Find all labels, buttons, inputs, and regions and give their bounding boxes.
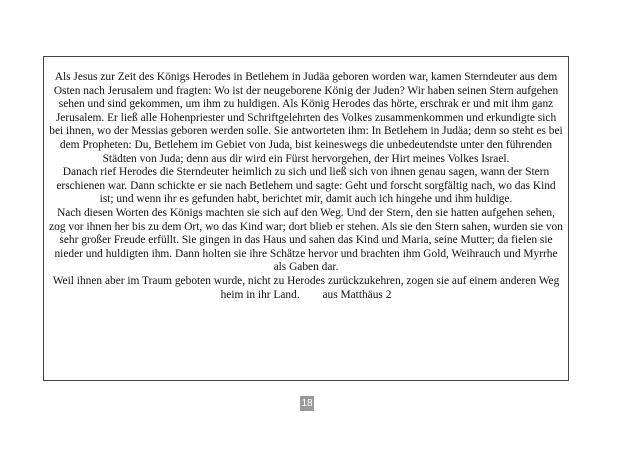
paragraph-4: Weil ihnen aber im Traum geboten wurde, nicht zu Herodes zurückzukehren, zogen sie auf einem anderen Weg heim in ihr Land. aus Matthäus 2 <box>52 274 563 301</box>
page-number: 18 <box>301 398 313 409</box>
paragraph-1: Als Jesus zur Zeit des Königs Herodes in Betlehem in Judäa geboren worden war, kamen Sterndeuter aus dem Osten nach Jerusalem und fragten: Wo ist der neugeborene König der Juden? Wir haben seinen Stern aufgehen sehen und sind gekommen, um ihm zu huldigen. Als König Herodes das hörte, erschrak er und mit ihm ganz Jerusalem. Er ließ alle Hohenpriester und Schriftgelehrten des Volkes zusammenkommen und erkundigte sich bei ihnen, wo der Messias geboren werden solle. Sie antworteten ihm: In Betlehem in Judäa; denn so steht es bei dem Propheten: Du, Betlehem im Gebiet von Juda, bist keineswegs die unbedeutendste unter den führenden Städten von Juda; denn aus dir wird ein Fürst hervorgehen, der Hirt meines Volkes Israel. <box>49 71 563 165</box>
text-box <box>43 56 569 381</box>
paragraph-2: Danach rief Herodes die Sterndeuter heimlich zu sich und ließ sich von ihnen genau sagen, wann der Stern erschienen war. Dann schickte er sie nach Betlehem und sagte: Geht und forscht sorgfältig nach, wo das Kind ist; und wenn ihr es gefunden habt, berichtet mir, damit auch ich hingehe und ihm huldige. <box>56 166 556 206</box>
paragraph-3: Nach diesen Worten des Königs machten sie sich auf den Weg. Und der Stern, den sie hatten aufgehen sehen, zog vor ihnen her bis zu dem Ort, wo das Kind war; dort blieb er stehen. Als sie den Stern sahen, wurden sie von sehr großer Freude erfüllt. Sie gingen in das Haus und sahen das Kind und Maria, seine Mutter; da fielen sie nieder und huldigten ihm. Dann holten sie ihre Schätze hervor und brachten ihm Gold, Weihrauch und Myrrhe als Gaben dar. <box>49 206 563 274</box>
